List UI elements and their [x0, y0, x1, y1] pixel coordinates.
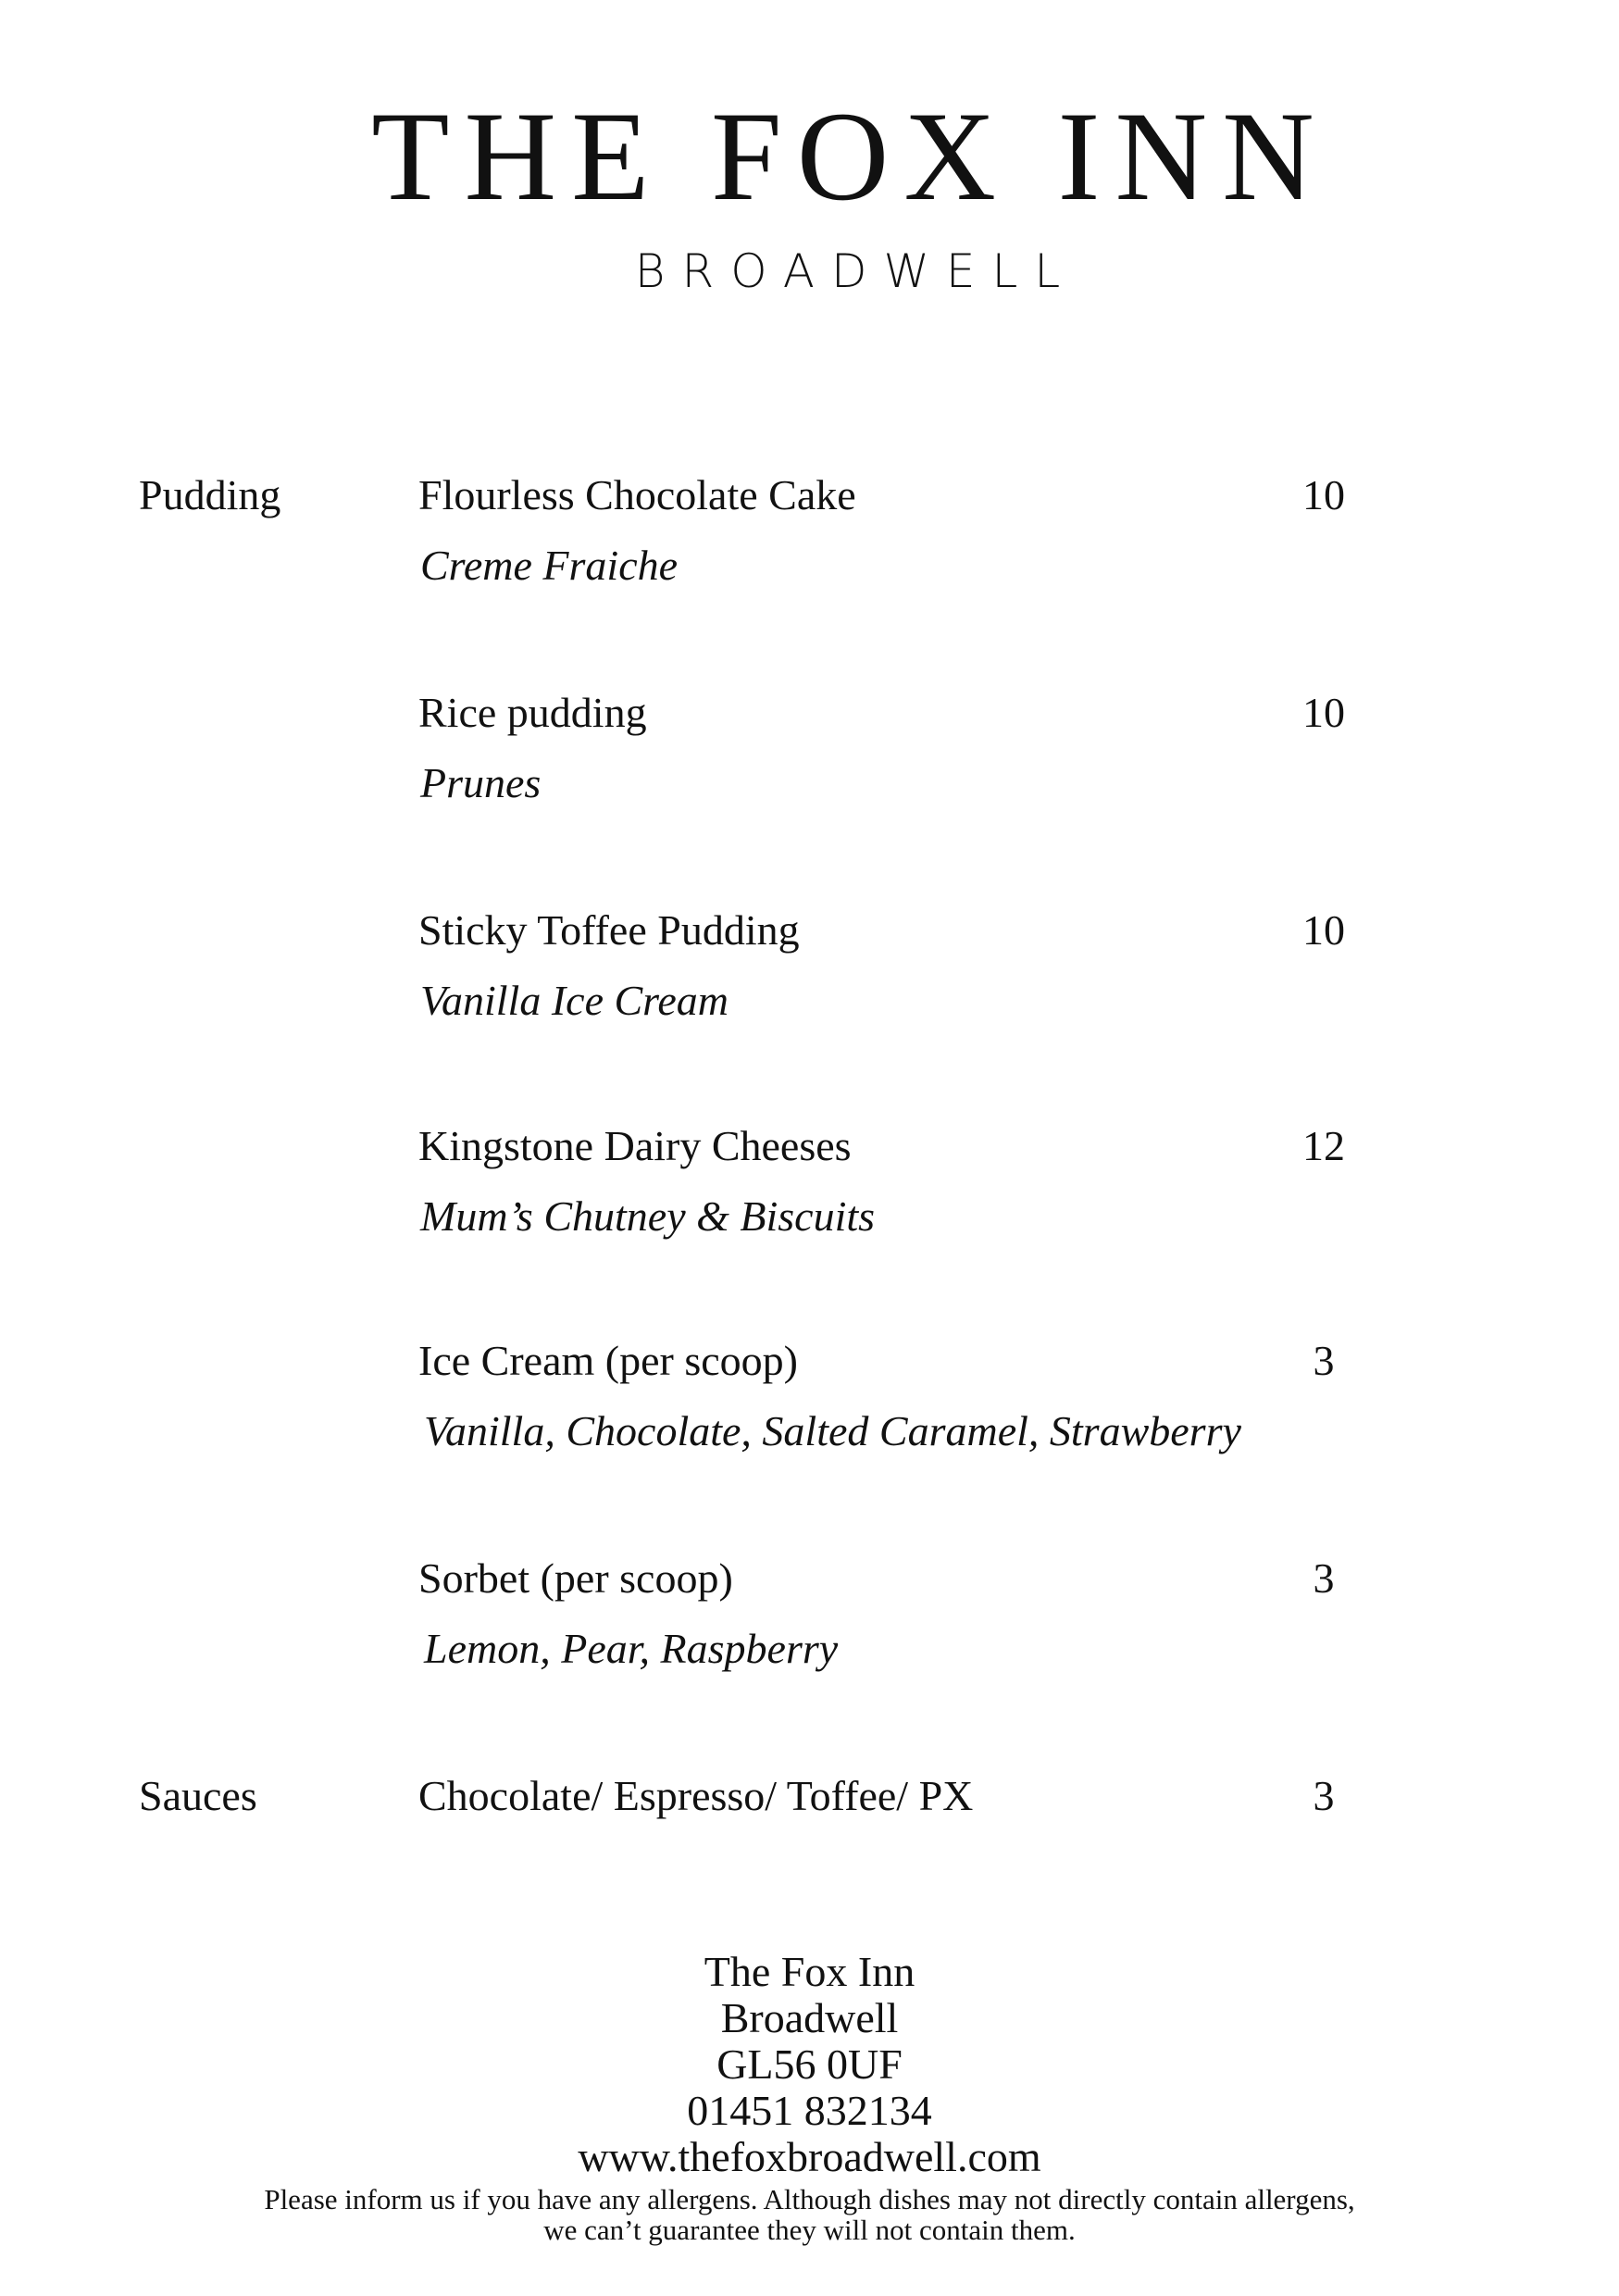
- footer-name: The Fox Inn: [704, 1948, 915, 1995]
- category-label-pudding: Pudding: [139, 471, 281, 518]
- item-price: 10: [1302, 689, 1345, 736]
- item-description: Vanilla, Chocolate, Salted Caramel, Strawberry: [424, 1407, 1241, 1454]
- footer-town: Broadwell: [720, 1994, 899, 2041]
- footer-phone: 01451 832134: [687, 2087, 932, 2134]
- item-name: Ice Cream (per scoop): [418, 1337, 798, 1384]
- item-name: Sorbet (per scoop): [418, 1554, 733, 1602]
- item-description: Vanilla Ice Cream: [420, 977, 729, 1024]
- item-description: Lemon, Pear, Raspberry: [424, 1625, 839, 1672]
- item-name: Rice pudding: [418, 689, 647, 736]
- item-name: Kingstone Dairy Cheeses: [418, 1122, 852, 1169]
- item-name: Flourless Chocolate Cake: [418, 471, 856, 518]
- item-price: 3: [1313, 1554, 1335, 1602]
- item-price: 12: [1302, 1122, 1345, 1169]
- item-price: 3: [1313, 1337, 1335, 1384]
- restaurant-title: THE FOX INN: [371, 85, 1329, 227]
- allergen-notice-line1: Please inform us if you have any allergens. Although dishes may not directly contain allergens,: [264, 2183, 1355, 2215]
- item-price: 10: [1302, 906, 1345, 954]
- item-description: Prunes: [420, 759, 542, 806]
- allergen-notice-line2: we can’t guarantee they will not contain them.: [543, 2214, 1076, 2246]
- item-description: Creme Fraiche: [420, 542, 679, 589]
- item-price: 10: [1302, 471, 1345, 518]
- footer-website[interactable]: www.thefoxbroadwell.com: [578, 2133, 1041, 2180]
- footer-contact: [0, 1949, 1619, 2247]
- item-name: Chocolate/ Espresso/ Toffee/ PX: [418, 1772, 974, 1819]
- footer-postcode: GL56 0UF: [716, 2040, 903, 2088]
- item-price: 3: [1313, 1772, 1335, 1819]
- item-description: Mum’s Chutney & Biscuits: [420, 1192, 876, 1240]
- restaurant-location: BROADWELL: [634, 244, 1077, 298]
- category-label-sauces: Sauces: [139, 1772, 257, 1819]
- item-name: Sticky Toffee Pudding: [418, 906, 800, 954]
